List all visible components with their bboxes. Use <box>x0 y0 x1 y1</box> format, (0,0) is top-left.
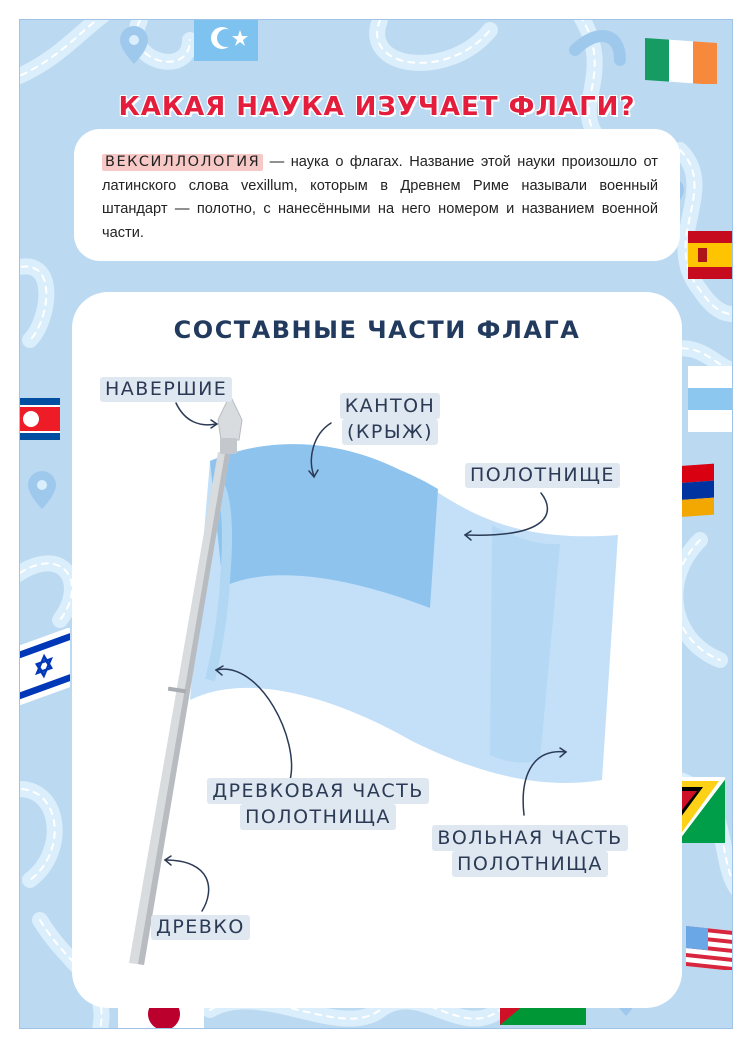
label-fly-line1: ВОЛЬНАЯ ЧАСТЬ <box>432 825 627 851</box>
intro-definition: — наука о флагах. Название этой науки произошло от латинского слова vexillum, которым в Древнем Риме называли военный штандарт — полотно, с нанесёнными на него номером и названием военной части. <box>102 154 658 241</box>
label-field: ПОЛОТНИЩЕ <box>465 463 620 488</box>
arrow-finial <box>176 403 216 425</box>
finial-base <box>220 438 237 454</box>
intro-term: ВЕКСИЛЛОЛОГИЯ <box>102 154 263 171</box>
label-canton-line2: (КРЫЖ) <box>342 419 438 445</box>
parts-title: СОСТАВНЫЕ ЧАСТИ ФЛАГА <box>173 316 581 344</box>
label-hoist-line2: ПОЛОТНИЩА <box>240 804 396 830</box>
page-title: КАКАЯ НАУКА ИЗУЧАЕТ ФЛАГИ? <box>118 92 636 122</box>
label-hoist-line1: ДРЕВКОВАЯ ЧАСТЬ <box>207 778 429 804</box>
label-hoist <box>198 778 438 830</box>
flag-diagram <box>20 20 733 1029</box>
page <box>19 19 733 1029</box>
label-canton-line1: КАНТОН <box>340 393 441 419</box>
flagpole-shade <box>138 453 230 965</box>
label-finial: НАВЕРШИЕ <box>100 377 232 402</box>
label-canton <box>320 393 460 445</box>
label-fly <box>425 825 635 877</box>
arrow-pole <box>165 860 209 911</box>
label-pole: ДРЕВКО <box>151 915 250 940</box>
label-fly-line2: ПОЛОТНИЩА <box>452 851 608 877</box>
